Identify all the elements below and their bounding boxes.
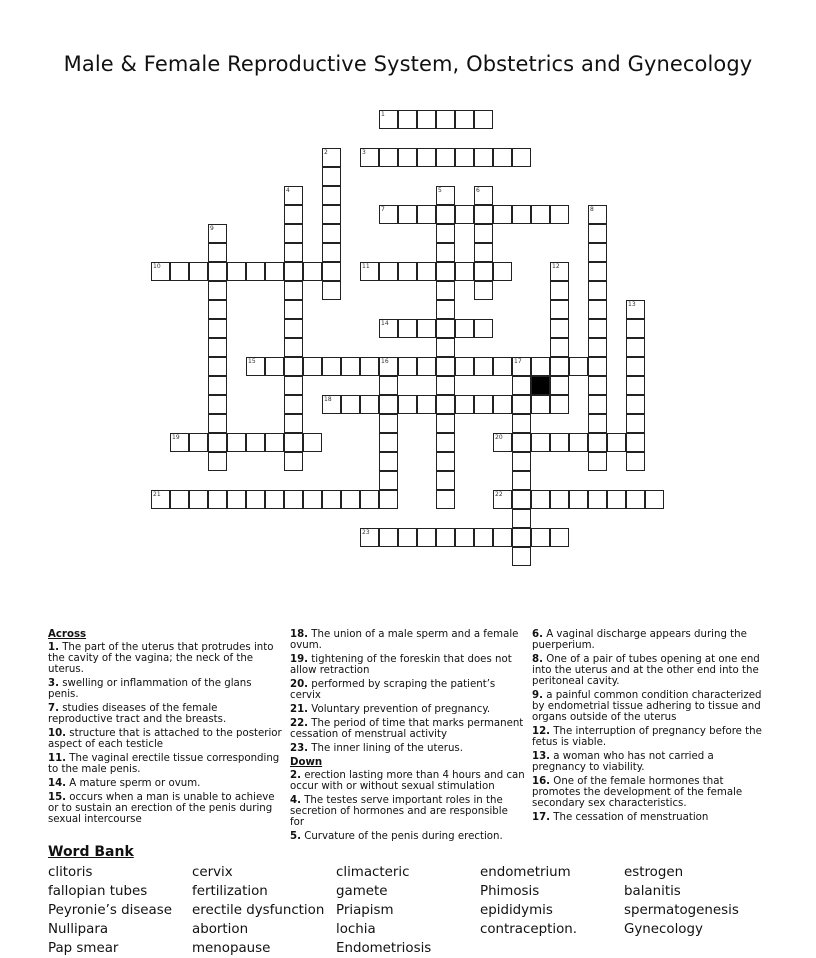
word-bank-item: Peyronie’s disease [48,903,172,918]
grid-cell[interactable] [436,300,455,319]
grid-cell[interactable] [322,281,341,300]
word-bank-item: spermatogenesis [624,903,739,918]
grid-cell[interactable] [322,167,341,186]
word-bank-column [192,863,336,958]
grid-cell[interactable] [208,376,227,395]
grid-cell[interactable] [322,224,341,243]
grid-cell[interactable] [189,490,208,509]
grid-cell[interactable] [626,395,645,414]
grid-cell[interactable] [550,490,569,509]
grid-cell[interactable] [208,338,227,357]
grid-cell[interactable] [398,395,417,414]
grid-cell[interactable] [265,433,284,452]
grid-cell[interactable] [588,338,607,357]
clues-column-2 [290,629,525,845]
grid-cell[interactable] [474,395,493,414]
grid-cell[interactable] [360,262,379,281]
word-bank-item: clitoris [48,865,93,880]
grid-cell[interactable] [360,395,379,414]
grid-cell[interactable] [417,205,436,224]
grid-cell[interactable] [474,243,493,262]
word-bank-item: menopause [192,941,271,956]
grid-cell[interactable] [626,319,645,338]
grid-cell[interactable] [607,433,626,452]
grid-cell[interactable] [227,262,246,281]
grid-cell[interactable] [322,205,341,224]
clue: 3. swelling or inflammation of the glans penis. [48,678,252,700]
grid-cell[interactable] [588,452,607,471]
grid-cell[interactable] [284,224,303,243]
grid-cell[interactable] [284,395,303,414]
grid-cell[interactable] [493,357,512,376]
grid-cell[interactable] [569,490,588,509]
grid-cell[interactable] [436,490,455,509]
grid-cell[interactable] [151,490,170,509]
grid-cell[interactable] [436,338,455,357]
grid-cell[interactable] [398,148,417,167]
grid-cell[interactable] [417,262,436,281]
grid-cell[interactable] [512,357,531,376]
grid-cell[interactable] [246,433,265,452]
grid-cell[interactable] [379,395,398,414]
grid-cell[interactable] [436,224,455,243]
clue: 18. The union of a male sperm and a female ovum. [290,629,519,651]
grid-cell[interactable] [436,471,455,490]
grid-cell[interactable] [588,414,607,433]
grid-cell[interactable] [379,414,398,433]
word-bank-item: Gynecology [624,922,703,937]
grid-cell[interactable] [512,433,531,452]
grid-cell[interactable] [626,490,645,509]
grid-cell[interactable] [550,357,569,376]
grid-cell[interactable] [588,243,607,262]
grid-cell[interactable] [550,300,569,319]
grid-cell[interactable] [531,528,550,547]
grid-cell[interactable] [626,338,645,357]
clue: 4. The testes serve important roles in the secretion of hormones and are responsible for [290,795,508,828]
grid-cell[interactable] [493,528,512,547]
grid-cell[interactable] [588,205,607,224]
grid-cell[interactable] [303,433,322,452]
grid-cell[interactable] [379,357,398,376]
grid-cell[interactable] [588,300,607,319]
word-bank-item: Priapism [336,903,394,918]
grid-cell[interactable] [626,357,645,376]
grid-cell[interactable] [227,490,246,509]
clue-number: 8 [590,206,594,213]
grid-cell[interactable] [626,452,645,471]
clue: 7. studies diseases of the female reproductive tract and the breasts. [48,703,227,725]
grid-cell[interactable] [360,357,379,376]
grid-cell[interactable] [455,319,474,338]
clue-number: 14 [381,320,389,327]
clue-number: 5 [438,187,442,194]
clue: 17. The cessation of menstruation [532,812,709,823]
clue-number: 12 [552,263,560,270]
grid-cell[interactable] [398,262,417,281]
word-bank-item: abortion [192,922,249,937]
grid-cell[interactable] [588,433,607,452]
grid-cell[interactable] [550,433,569,452]
grid-cell[interactable] [246,262,265,281]
grid-cell[interactable] [474,528,493,547]
grid-cell[interactable] [474,148,493,167]
grid-cell[interactable] [512,452,531,471]
clue: 16. One of the female hormones that promotes the development of the female secondary sex characteristics. [532,776,743,809]
grid-cell[interactable] [474,281,493,300]
word-bank-item: fallopian tubes [48,884,148,899]
grid-cell[interactable] [436,205,455,224]
grid-cell[interactable] [284,433,303,452]
grid-cell[interactable] [322,357,341,376]
word-bank-column [48,863,192,958]
clue-number: 4 [286,187,290,194]
grid-cell[interactable] [588,281,607,300]
clue: 13. a woman who has not carried a pregnancy to viability. [532,751,714,773]
grid-cell[interactable] [322,186,341,205]
clue-number: 23 [362,529,370,536]
clue-number: 10 [153,263,161,270]
clue-number: 9 [210,225,214,232]
clues-column-3 [532,629,767,826]
grid-cell[interactable] [284,186,303,205]
grid-cell[interactable] [208,452,227,471]
grid-cell[interactable] [379,433,398,452]
grid-cell[interactable] [208,319,227,338]
grid-cell[interactable] [436,262,455,281]
clue-number: 16 [381,358,389,365]
word-bank-item: lochia [336,922,376,937]
grid-cell[interactable] [208,414,227,433]
grid-cell[interactable] [303,262,322,281]
word-bank-item: Endometriosis [336,941,432,956]
word-bank-item: Nullipara [48,922,109,937]
grid-cell[interactable] [379,262,398,281]
grid-cell[interactable] [208,224,227,243]
word-bank-item: epididymis [480,903,553,918]
grid-cell[interactable] [512,490,531,509]
grid-cell[interactable] [569,357,588,376]
clue-number: 17 [514,358,522,365]
grid-cell[interactable] [284,300,303,319]
grid-cell[interactable] [550,376,569,395]
grid-cell[interactable] [588,395,607,414]
word-bank-item: erectile dysfunction [192,903,325,918]
grid-cell[interactable] [322,395,341,414]
grid-cell[interactable] [417,357,436,376]
clue-number: 15 [248,358,256,365]
grid-cell[interactable] [360,528,379,547]
grid-cell[interactable] [493,148,512,167]
grid-cell[interactable] [246,490,265,509]
word-bank-column [624,863,768,939]
grid-cell[interactable] [531,490,550,509]
grid-cell[interactable] [588,262,607,281]
clue-number: 19 [172,434,180,441]
grid-cell[interactable] [284,490,303,509]
grid-cell[interactable] [474,224,493,243]
grid-cell[interactable] [436,243,455,262]
grid-cell[interactable] [398,528,417,547]
grid-cell[interactable] [474,262,493,281]
clue: 21. Voluntary prevention of pregnancy. [290,704,491,715]
grid-cell[interactable] [265,490,284,509]
word-bank-item: contraception. [480,922,578,937]
grid-cell[interactable] [379,319,398,338]
grid-cell[interactable] [284,205,303,224]
clue-number: 22 [495,491,503,498]
grid-cell[interactable] [170,262,189,281]
grid-cell[interactable] [208,300,227,319]
grid-cell[interactable] [322,243,341,262]
grid-cell[interactable] [512,414,531,433]
grid-cell[interactable] [550,338,569,357]
grid-cell[interactable] [436,528,455,547]
clue: 5. Curvature of the penis during erection. [290,831,503,842]
grid-cell[interactable] [208,262,227,281]
grid-cell[interactable] [322,148,341,167]
grid-cell[interactable] [512,509,531,528]
page-title: Male & Female Reproductive System, Obstetrics and Gynecology [63,52,753,76]
word-bank-item: gamete [336,884,388,899]
grid-cell[interactable] [626,414,645,433]
clue-number: 20 [495,434,503,441]
grid-cell[interactable] [379,376,398,395]
grid-cell[interactable] [284,376,303,395]
clue: 14. A mature sperm or ovum. [48,778,201,789]
grid-cell[interactable] [493,433,512,452]
word-bank-title: Word Bank [48,844,134,860]
grid-cell[interactable] [322,490,341,509]
clue: 6. A vaginal discharge appears during the puerperium. [532,629,747,651]
grid-cell[interactable] [569,433,588,452]
grid-cell[interactable] [208,281,227,300]
clue-number: 2 [324,149,328,156]
grid-cell[interactable] [189,262,208,281]
grid-cell[interactable] [265,357,284,376]
grid-cell[interactable] [208,243,227,262]
clue: 1. The part of the uterus that protrudes into the cavity of the vagina; the neck of the uterus. [48,642,274,675]
grid-cell[interactable] [512,205,531,224]
grid-cell[interactable] [531,433,550,452]
grid-cell[interactable] [284,357,303,376]
grid-cell[interactable] [550,319,569,338]
grid-cell[interactable] [170,433,189,452]
grid-cell[interactable] [512,376,531,395]
grid-cell[interactable] [607,490,626,509]
grid-cell[interactable] [417,319,436,338]
clue-number: 18 [324,396,332,403]
grid-cell[interactable] [626,300,645,319]
grid-cell[interactable] [493,490,512,509]
grid-cell[interactable] [417,148,436,167]
clue: 15. occurs when a man is unable to achieve or to sustain an erection of the penis during sexual intercourse [48,792,275,825]
grid-cell[interactable] [550,395,569,414]
word-bank-item: Phimosis [480,884,540,899]
grid-cell[interactable] [398,110,417,129]
grid-cell[interactable] [360,148,379,167]
grid-cell[interactable] [284,338,303,357]
grid-cell[interactable] [550,262,569,281]
grid-cell[interactable] [474,110,493,129]
clue: 22. The period of time that marks permanent cessation of menstrual activity [290,718,524,740]
grid-cell[interactable] [455,148,474,167]
grid-cell[interactable] [455,528,474,547]
word-bank-item: Pap smear [48,941,119,956]
grid-cell[interactable] [379,452,398,471]
grid-cell[interactable] [379,148,398,167]
grid-cell[interactable] [284,414,303,433]
grid-cell[interactable] [341,357,360,376]
grid-cell[interactable] [455,357,474,376]
grid-cell[interactable] [455,110,474,129]
grid-cell[interactable] [284,262,303,281]
word-bank-item: estrogen [624,865,684,880]
grid-cell[interactable] [588,357,607,376]
grid-cell[interactable] [588,319,607,338]
grid-cell[interactable] [531,205,550,224]
grid-cell[interactable] [208,433,227,452]
grid-cell[interactable] [436,395,455,414]
grid-cell[interactable] [398,357,417,376]
grid-cell[interactable] [626,433,645,452]
grid-cell[interactable] [588,490,607,509]
grid-cell[interactable] [512,148,531,167]
grid-cell[interactable] [398,319,417,338]
clue-number: 21 [153,491,161,498]
grid-cell[interactable] [455,205,474,224]
grid-cell[interactable] [189,433,208,452]
grid-cell[interactable] [474,357,493,376]
clue-number: 7 [381,206,385,213]
grid-cell[interactable] [417,528,436,547]
grid-cell[interactable] [436,186,455,205]
grid-cell[interactable] [531,357,550,376]
grid-cell[interactable] [208,357,227,376]
grid-cell[interactable] [512,528,531,547]
across-heading: Across [48,629,87,640]
clue-number: 13 [628,301,636,308]
clue: 10. structure that is attached to the posterior aspect of each testicle [48,728,282,750]
grid-cell[interactable] [208,490,227,509]
clue: 11. The vaginal erectile tissue corresponding to the male penis. [48,753,280,775]
grid-cell[interactable] [436,281,455,300]
grid-cell[interactable] [398,205,417,224]
grid-cell[interactable] [626,376,645,395]
grid-cell[interactable] [246,357,265,376]
grid-cell[interactable] [455,262,474,281]
grid-cell[interactable] [303,357,322,376]
word-bank-column [480,863,624,939]
clue-number: 6 [476,187,480,194]
word-bank-item: cervix [192,865,233,880]
grid-cell[interactable] [493,262,512,281]
black-cell [531,376,550,395]
grid-cell[interactable] [284,452,303,471]
grid-cell[interactable] [379,528,398,547]
grid-cell[interactable] [550,528,569,547]
grid-cell[interactable] [322,262,341,281]
grid-cell[interactable] [265,262,284,281]
clue-number: 1 [381,111,385,118]
grid-cell[interactable] [474,319,493,338]
grid-cell[interactable] [436,110,455,129]
grid-cell[interactable] [645,490,664,509]
clues-column-1 [48,629,283,828]
grid-cell[interactable] [227,433,246,452]
grid-cell[interactable] [417,110,436,129]
grid-cell[interactable] [512,547,531,566]
grid-cell[interactable] [284,281,303,300]
grid-cell[interactable] [379,110,398,129]
grid-cell[interactable] [436,376,455,395]
clue: 19. tightening of the foreskin that does not allow retraction [290,654,512,676]
word-bank-item: climacteric [336,865,410,880]
grid-cell[interactable] [303,490,322,509]
clue-number: 3 [362,149,366,156]
clue: 2. erection lasting more than 4 hours and can occur with or without sexual stimulation [290,770,525,792]
clue: 12. The interruption of pregnancy before the fetus is viable. [532,726,762,748]
grid-cell[interactable] [436,414,455,433]
word-bank-column [336,863,480,958]
word-bank-item: balanitis [624,884,681,899]
grid-cell[interactable] [341,490,360,509]
grid-cell[interactable] [588,224,607,243]
grid-cell[interactable] [284,243,303,262]
grid-cell[interactable] [588,376,607,395]
grid-cell[interactable] [151,262,170,281]
clue: 8. One of a pair of tubes opening at one end into the uterus and at the other end into the peritoneal cavity. [532,654,760,687]
grid-cell[interactable] [436,452,455,471]
grid-cell[interactable] [417,395,436,414]
clue-number: 11 [362,263,370,270]
grid-cell[interactable] [531,395,550,414]
grid-cell[interactable] [436,357,455,376]
grid-cell[interactable] [436,319,455,338]
word-bank-item: endometrium [480,865,571,880]
grid-cell[interactable] [436,148,455,167]
grid-cell[interactable] [360,490,379,509]
grid-cell[interactable] [379,490,398,509]
grid-cell[interactable] [379,205,398,224]
grid-cell[interactable] [550,205,569,224]
grid-cell[interactable] [474,186,493,205]
down-heading: Down [290,757,323,768]
clue: 23. The inner lining of the uterus. [290,743,463,754]
grid-cell[interactable] [493,395,512,414]
grid-cell[interactable] [512,395,531,414]
grid-cell[interactable] [341,395,360,414]
clue: 20. performed by scraping the patient’s cervix [290,679,496,701]
grid-cell[interactable] [493,205,512,224]
grid-cell[interactable] [474,205,493,224]
grid-cell[interactable] [512,471,531,490]
grid-cell[interactable] [379,471,398,490]
word-bank-item: fertilization [192,884,268,899]
grid-cell[interactable] [170,490,189,509]
grid-cell[interactable] [455,395,474,414]
grid-cell[interactable] [550,281,569,300]
grid-cell[interactable] [208,395,227,414]
clue: 9. a painful common condition characterized by endometrial tissue adhering to tissue and organs outside of the uterus [532,690,762,723]
grid-cell[interactable] [284,319,303,338]
grid-cell[interactable] [436,433,455,452]
